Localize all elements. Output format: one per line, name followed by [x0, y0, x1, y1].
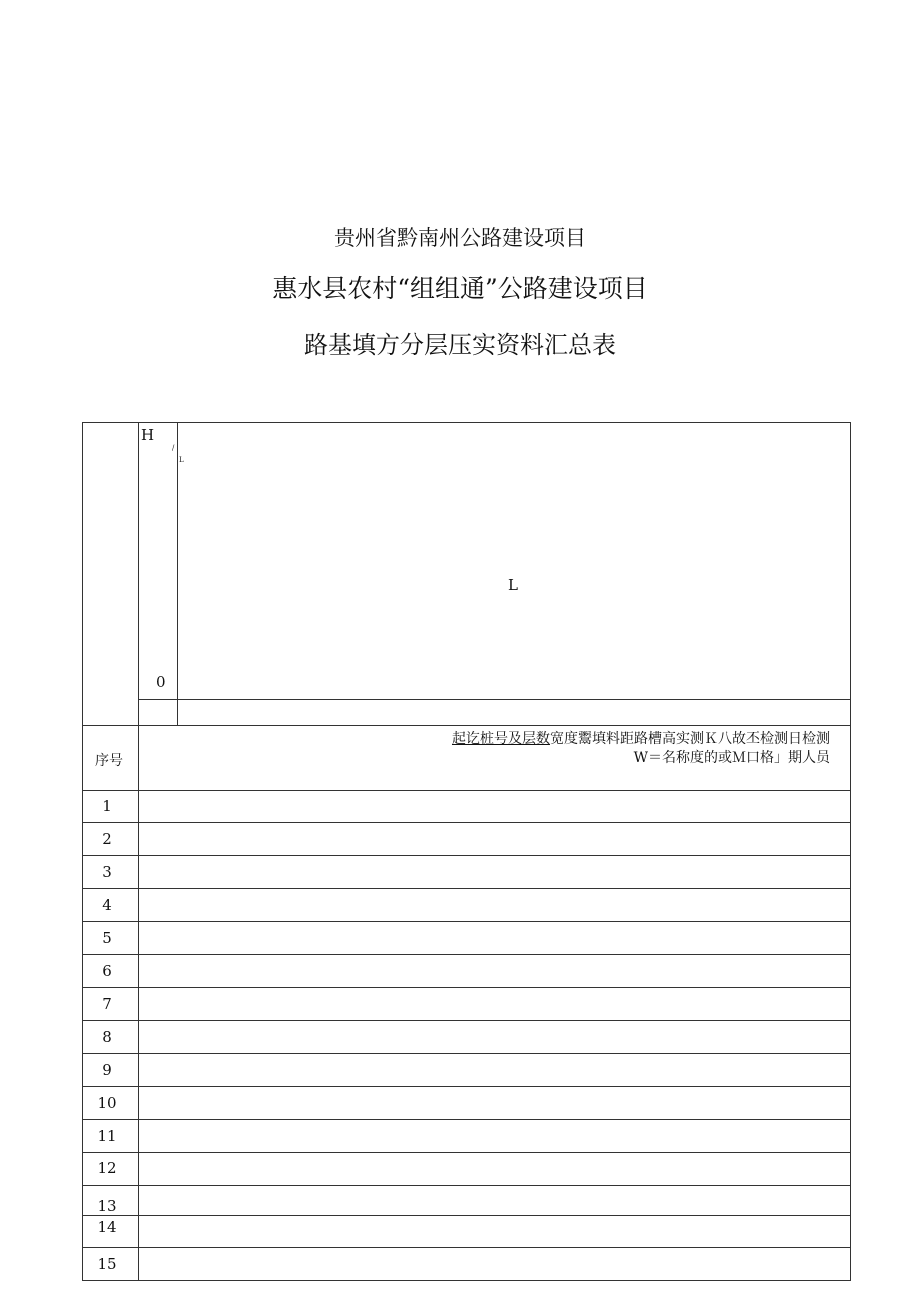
row-number: 12 — [97, 1159, 117, 1177]
column-headers-line1 — [452, 728, 830, 748]
row-number: 4 — [102, 896, 112, 914]
row-line — [82, 1185, 850, 1186]
row-line — [82, 1215, 850, 1216]
h-label: H — [141, 426, 155, 444]
row-line — [82, 1020, 850, 1021]
row-number: 15 — [97, 1255, 117, 1273]
row-number: 10 — [97, 1094, 117, 1112]
row-number: 8 — [102, 1028, 112, 1046]
row-line — [82, 1247, 850, 1248]
row-line — [82, 1053, 850, 1054]
row-line — [82, 1152, 850, 1153]
row-line — [82, 987, 850, 988]
row-line — [82, 855, 850, 856]
row-line — [82, 822, 850, 823]
row-number: 1 — [102, 797, 112, 815]
row-number: 11 — [97, 1127, 117, 1145]
col-divider-top — [177, 422, 178, 725]
zero-label: 0 — [156, 673, 166, 691]
row-number: 3 — [102, 863, 112, 881]
row-number: 14 — [97, 1218, 117, 1236]
title-county-project: 惠水县农村“组组通”公路建设项目 — [272, 274, 648, 303]
row-divider-top-inner — [138, 699, 850, 700]
title-summary-table: 路基填方分层压实资料汇总表 — [304, 331, 616, 359]
row-number: 7 — [102, 995, 112, 1013]
l-mark-small: L — [179, 456, 184, 464]
title-province-project: 贵州省黔南州公路建设项目 — [334, 226, 586, 250]
column-headers-line2: W＝名称度的或Ｍ口格」期人员 — [633, 750, 830, 766]
l-center-label: L — [508, 576, 518, 594]
row-divider-header-bottom — [82, 790, 850, 791]
row-line — [82, 954, 850, 955]
row-line — [82, 921, 850, 922]
row-line — [82, 888, 850, 889]
row-number: 13 — [97, 1197, 117, 1215]
row-divider-header — [82, 725, 850, 726]
row-number: 6 — [102, 962, 112, 980]
column-headers-line1-rest: 宽度鬻填料距路槽高实测Ｋ八故丕检测日检测 — [550, 731, 830, 747]
seq-header: 序号 — [95, 753, 123, 769]
stake-layer-header: 起讫桩号及层数 — [452, 731, 550, 747]
slash-mark: / — [172, 444, 175, 452]
row-number: 9 — [102, 1061, 112, 1079]
row-line — [82, 1086, 850, 1087]
row-number: 5 — [102, 929, 112, 947]
row-line — [82, 1119, 850, 1120]
row-number: 2 — [102, 830, 112, 848]
